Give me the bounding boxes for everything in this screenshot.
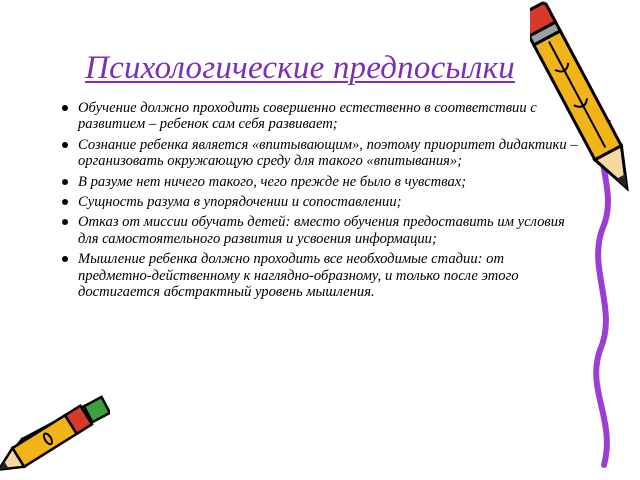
bullet-item [58,137,578,170]
bullet-dot-icon [62,199,68,205]
bullet-text: Обучение должно проходить совершенно естественно в соответствии с развитием – ребенок сам себя развивает; [78,100,537,133]
bullet-text: Мышление ребенка должно проходить все необходимые стадии: от предметно-действенному к наглядно-образному, и только после этого достигается абстрактный уровень мышления. [78,251,519,301]
bullet-item [58,251,578,300]
bullet-text: Сущность разума в упорядочении и сопоставлении; [78,194,402,211]
slide-title: Психологические предпосылки [85,50,515,86]
bullet-text: В разуме нет ничего такого, чего прежде не было в чувствах; [78,173,467,190]
bullet-text: Отказ от миссии обучать детей: вместо обучения предоставить им условия для самостоятельного развития и усвоения информации; [78,214,565,247]
bullet-dot-icon [62,256,68,262]
bullet-item [58,100,578,133]
bullet-item [58,194,578,210]
bullet-item [58,174,578,190]
bullet-dot-icon [62,142,68,148]
bullet-dot-icon [62,219,68,225]
bullet-text: Сознание ребенка является «впитывающим», поэтому приоритет дидактики – организовать окружающую среду для такого «впитывания»; [78,136,578,170]
bullet-item [58,214,578,247]
pencils-bottom-left-icon [0,385,110,480]
bullet-list [58,100,578,304]
bullet-dot-icon [62,179,68,185]
bullet-dot-icon [62,105,68,111]
